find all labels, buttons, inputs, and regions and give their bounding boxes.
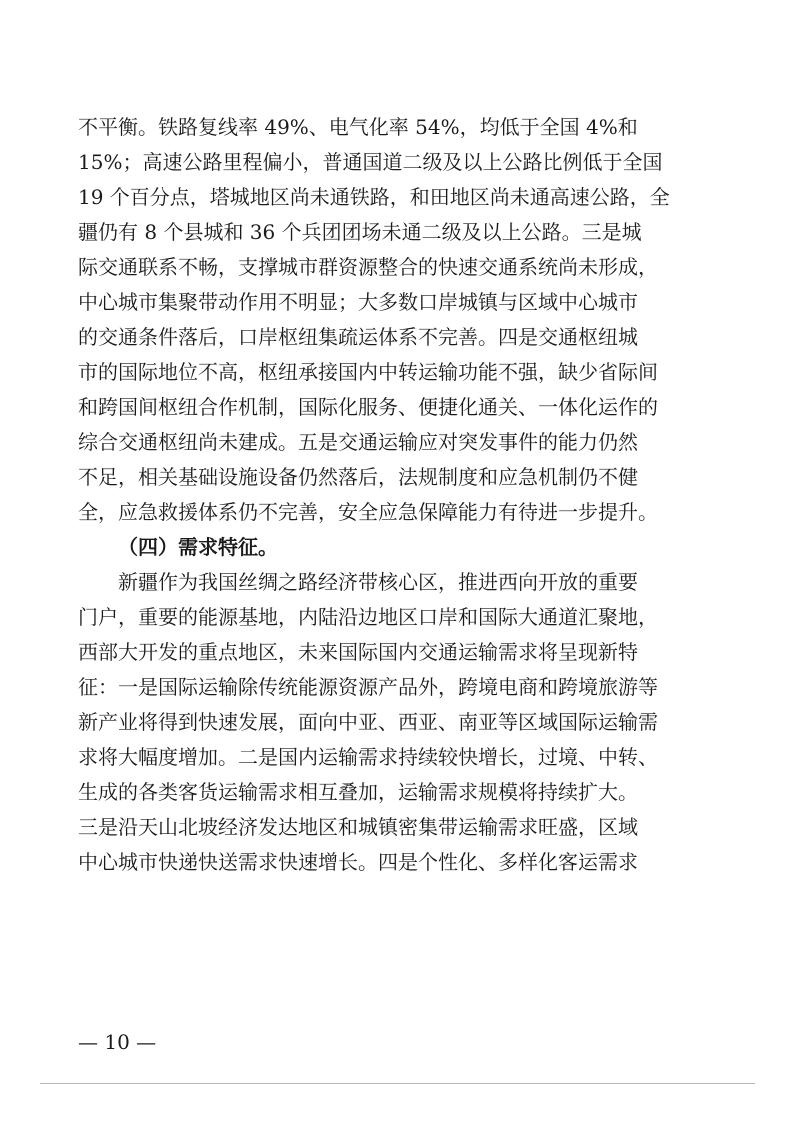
text-line: 求将大幅度增加。二是国内运输需求持续较快增长，过境、中转、: [78, 745, 658, 769]
text-line: 不足，相关基础设施设备仍然落后，法规制度和应急机制仍不健: [78, 465, 638, 489]
paragraph-transport-deficiencies: [78, 110, 718, 880]
text-line: 市的国际地位不高，枢纽承接国内中转运输功能不强，缺少省际间: [78, 360, 658, 384]
footer-divider: [40, 1083, 755, 1084]
text-line: 生成的各类客货运输需求相互叠加，运输需求规模将持续扩大。: [78, 780, 638, 804]
text-line: 征：一是国际运输除传统能源资源产品外，跨境电商和跨境旅游等: [78, 675, 658, 699]
text-line: 门户，重要的能源基地，内陆沿边地区口岸和国际大通道汇聚地，: [78, 605, 658, 629]
text-line: 15%；高速公路里程偏小，普通国道二级及以上公路比例低于全国: [78, 150, 663, 174]
text-line: 西部大开发的重点地区，未来国际国内交通运输需求将呈现新特: [78, 640, 638, 664]
text-line: 的交通条件落后，口岸枢纽集疏运体系不完善。四是交通枢纽城: [78, 325, 638, 349]
section-heading: （四）需求特征。: [118, 535, 278, 559]
text-line: 际交通联系不畅，支撑城市群资源整合的快速交通系统尚未形成，: [78, 255, 658, 279]
text-line: 中心城市集聚带动作用不明显；大多数口岸城镇与区域中心城市: [78, 290, 638, 314]
page-number: — 10 —: [78, 1030, 157, 1054]
text-line: 中心城市快递快送需求快速增长。四是个性化、多样化客运需求: [78, 850, 638, 874]
text-line: 19 个百分点，塔城地区尚未通铁路，和田地区尚未通高速公路，全: [78, 185, 670, 209]
text-line: 全，应急救援体系仍不完善，安全应急保障能力有待进一步提升。: [78, 500, 658, 524]
text-line: 新疆作为我国丝绸之路经济带核心区，推进西向开放的重要: [118, 570, 638, 594]
text-line: 不平衡。铁路复线率 49%、电气化率 54%，均低于全国 4%和: [78, 115, 638, 139]
text-line: 新产业将得到快速发展，面向中亚、西亚、南亚等区域国际运输需: [78, 710, 658, 734]
text-line: 疆仍有 8 个县城和 36 个兵团团场未通二级及以上公路。三是城: [78, 220, 642, 244]
text-line: 三是沿天山北坡经济发达地区和城镇密集带运输需求旺盛，区域: [78, 815, 638, 839]
text-line: 综合交通枢纽尚未建成。五是交通运输应对突发事件的能力仍然: [78, 430, 638, 454]
text-line: 和跨国间枢纽合作机制，国际化服务、便捷化通关、一体化运作的: [78, 395, 658, 419]
